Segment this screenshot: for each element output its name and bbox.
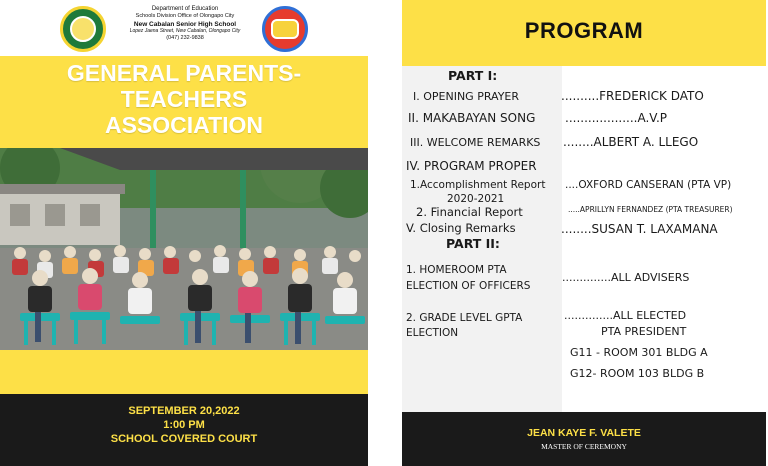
school-logo-icon (262, 6, 308, 52)
closing-remarks-assignee: ........SUSAN T. LAXAMANA (561, 222, 718, 236)
g11-room: G11 - ROOM 301 BLDG A (570, 346, 708, 359)
homeroom-election-label: ELECTION OF OFFICERS (406, 280, 531, 292)
program-proper-label: IV. PROGRAM PROPER (406, 159, 537, 173)
gpta-label: 2. GRADE LEVEL GPTA (406, 312, 523, 324)
school-phone: (047) 232-9838 (166, 35, 204, 41)
accomplishment-report-label: 1.Accomplishment Report (410, 179, 546, 191)
financial-report-label: 2. Financial Report (416, 205, 523, 219)
program-heading: PROGRAM (402, 0, 766, 66)
opening-prayer-label: I. OPENING PRAYER (413, 90, 520, 103)
homeroom-pta-label: 1. HOMEROOM PTA (406, 264, 507, 276)
event-details (0, 394, 368, 466)
homeroom-assignee: ..............ALL ADVISERS (562, 271, 690, 284)
emcee-block (402, 412, 766, 466)
meeting-photo (0, 148, 368, 350)
flyer-title-line: TEACHERS (120, 86, 248, 112)
gpta-assignee-role: PTA PRESIDENT (601, 325, 687, 338)
school-name: New Cabalan Senior High School (133, 21, 237, 28)
meeting-photo-illustration (0, 148, 368, 350)
department-name: Department of Education (151, 6, 219, 12)
school-address: Lopez Jaena Street, New Cabalan, Olongapo City (129, 28, 241, 34)
makabayan-song-label: II. MAKABAYAN SONG (408, 111, 536, 125)
welcome-remarks-label: III. WELCOME REMARKS (410, 136, 541, 149)
program-panel (402, 0, 766, 466)
gpta-assignee: ..............ALL ELECTED (564, 309, 687, 322)
flyer-header-text (110, 6, 260, 42)
makabayan-song-assignee: ...................A.V.P (565, 111, 667, 125)
closing-remarks-label: V. Closing Remarks (406, 221, 516, 235)
opening-prayer-assignee: ..........FREDERICK DATO (561, 89, 704, 103)
emcee-role: MASTER OF CEREMONY (541, 442, 627, 451)
division-name: Schools Division Office of Olongapo City (135, 13, 235, 19)
flyer-title-line: GENERAL PARENTS- (66, 60, 302, 86)
event-time: 1:00 PM (163, 419, 205, 431)
accomplishment-report-years: 2020-2021 (447, 193, 505, 205)
flyer-title-line: ASSOCIATION (104, 112, 264, 138)
part2-heading: PART II: (446, 236, 500, 251)
flyer-header (0, 0, 368, 56)
g12-room: G12- ROOM 103 BLDG B (570, 367, 705, 380)
division-seal-icon (60, 6, 106, 52)
flyer-title (0, 60, 368, 138)
accomplishment-report-assignee: ....OXFORD CANSERAN (PTA VP) (565, 179, 732, 191)
gpta-election-label: ELECTION (406, 327, 459, 339)
emcee-name: JEAN KAYE F. VALETE (527, 427, 641, 439)
event-flyer (0, 0, 368, 466)
welcome-remarks-assignee: ........ALBERT A. LLEGO (563, 135, 699, 149)
part1-heading: PART I: (448, 68, 498, 83)
event-date: SEPTEMBER 20,2022 (128, 405, 240, 417)
event-venue: SCHOOL COVERED COURT (110, 433, 258, 445)
financial-report-assignee: .....APRILLYN FERNANDEZ (PTA TREASURER) (568, 205, 733, 214)
